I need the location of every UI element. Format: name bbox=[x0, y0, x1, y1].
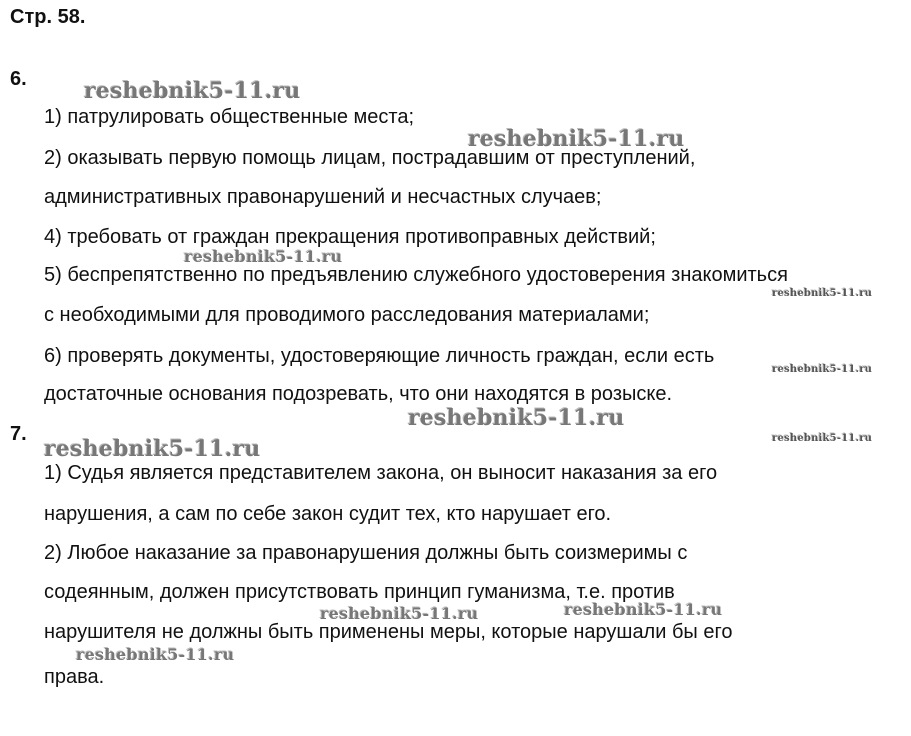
answer-line: 2) оказывать первую помощь лицам, пострадавшим от преступлений, bbox=[44, 147, 696, 169]
answer-line: права. bbox=[44, 666, 105, 688]
watermark: reshebnik5-11.ru bbox=[76, 645, 235, 664]
answer-line: 1) Судья является представителем закона, он выносит наказания за его bbox=[44, 462, 718, 484]
answer-line: 5) беспрепятственно по предъявлению служебного удостоверения знакомиться bbox=[44, 264, 788, 286]
watermark: reshebnik5-11.ru bbox=[564, 600, 723, 619]
answer-line: с необходимыми для проводимого расследования материалами; bbox=[44, 304, 650, 326]
answer-line: нарушителя не должны быть применены меры, которые нарушали бы его bbox=[44, 621, 733, 643]
watermark: reshebnik5-11.ru bbox=[772, 288, 873, 299]
answer-line: 6) проверять документы, удостоверяющие личность граждан, если есть bbox=[44, 345, 715, 367]
watermark: reshebnik5-11.ru bbox=[184, 247, 343, 266]
answer-line: 4) требовать от граждан прекращения противоправных действий; bbox=[44, 226, 656, 248]
watermark: reshebnik5-11.ru bbox=[408, 405, 625, 431]
answer-line: 1) патрулировать общественные места; bbox=[44, 106, 415, 128]
section-number: 7. bbox=[10, 423, 27, 445]
page-header: Стр. 58. bbox=[10, 6, 86, 28]
watermark: reshebnik5-11.ru bbox=[320, 604, 479, 623]
section-number: 6. bbox=[10, 68, 27, 90]
answer-line: административных правонарушений и несчастных случаев; bbox=[44, 186, 602, 208]
watermark: reshebnik5-11.ru bbox=[44, 436, 261, 462]
watermark: reshebnik5-11.ru bbox=[772, 433, 873, 444]
answer-line: содеянным, должен присутствовать принцип гуманизма, т.е. против bbox=[44, 581, 675, 603]
watermark: reshebnik5-11.ru bbox=[84, 78, 301, 104]
watermark: reshebnik5-11.ru bbox=[772, 364, 873, 375]
answer-line: 2) Любое наказание за правонарушения должны быть соизмеримы с bbox=[44, 542, 688, 564]
answer-line: достаточные основания подозревать, что они находятся в розыске. bbox=[44, 383, 673, 405]
watermark: reshebnik5-11.ru bbox=[468, 126, 685, 152]
answer-line: нарушения, а сам по себе закон судит тех, кто нарушает его. bbox=[44, 503, 612, 525]
